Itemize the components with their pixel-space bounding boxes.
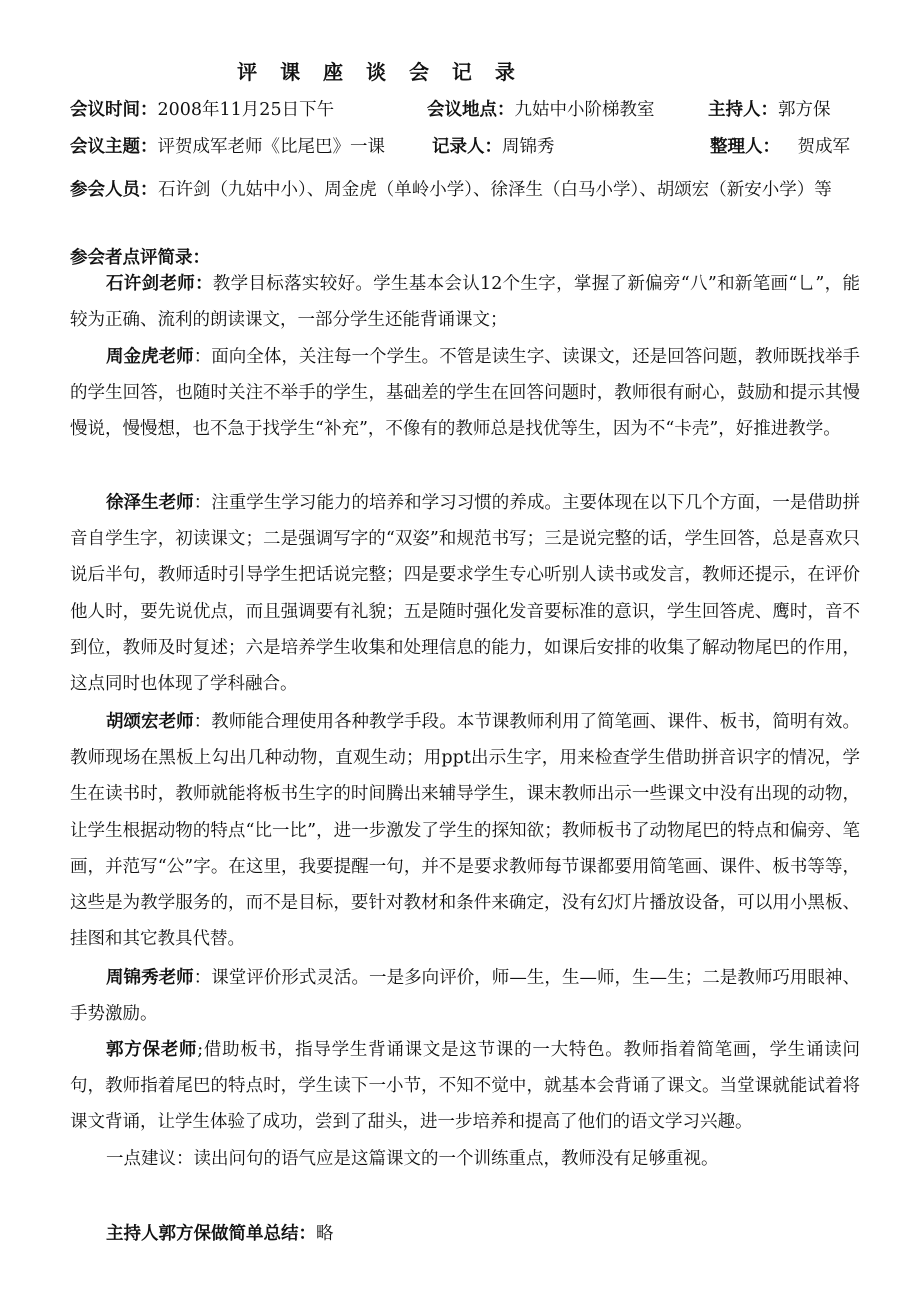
comment-speaker: 郭方保老师 [106, 1040, 198, 1060]
meta-line-2 [70, 133, 870, 163]
comment-separator: ： [193, 968, 212, 988]
suggestion-paragraph: 一点建议：读出问句的语气应是这篇课文的一个训练重点，教师没有足够重视。 [106, 1149, 719, 1169]
meeting-host-value: 郭方保 [778, 100, 831, 120]
comment-text: 教学目标落实较好。学生基本会认12个生字，掌握了新偏旁“八”和新笔画“乚”，能较为正确、流利的朗读课文，一部分学生还能背诵课文； [70, 274, 860, 331]
comment-separator: ： [193, 347, 212, 367]
comment-paragraph [70, 1032, 860, 1141]
meeting-recorder-label: 记录人： [432, 137, 502, 157]
comment-text: 面向全体，关注每一个学生。不管是读生字、读课文，还是回答问题，教师既找举手的学生回答，也随时关注不举手的学生，基础差的学生在回答问题时，教师很有耐心，鼓励和提示其慢慢说，慢慢想，也不急于找学生“补充”，不像有的教师总是找优等生，因为不“卡壳”，好推进教学。 [70, 347, 861, 440]
comment-paragraph [70, 960, 860, 1032]
comment-text: 教师能合理使用各种教学手段。本节课教师利用了简笔画、课件、板书，简明有效。教师现场在黑板上勾出几种动物，直观生动；用ppt出示生字，用来检查学生借助拼音识字的情况，学生在读书时，教师就能将板书生字的时间腾出来辅导学生，课末教师出示一些课文中没有出现的动物，让学生根据动物的特点“比一比”，进一步激发了学生的探知欲；教师板书了动物尾巴的特点和偏旁、笔画，并范写“公”字。在这里，我要提醒一句，并不是要求教师每节课都要用简笔画、课件、板书等等，这些是为教学服务的，而不是目标，要针对教材和条件来确定，没有幻灯片播放设备，可以用小黑板、挂图和其它教具代替。 [70, 712, 861, 950]
attendees [70, 172, 870, 208]
comment-separator: ： [193, 712, 212, 732]
meeting-host [708, 96, 831, 121]
comment-separator: ： [193, 493, 212, 513]
host-summary-value: 略 [316, 1224, 334, 1244]
meeting-topic-value: 评贺成军老师《比尾巴》一课 [157, 137, 385, 157]
comment-speaker: 周金虎老师 [106, 347, 194, 367]
document-title: 评 课 座 谈 会 记 录 [237, 60, 523, 84]
meeting-time-value: 2008年11月25日下午 [157, 100, 335, 120]
comment-speaker: 徐泽生老师 [106, 493, 194, 513]
meeting-host-label: 主持人： [708, 100, 778, 120]
attendees-value: 石许剑（九姑中小）、周金虎（单岭小学）、徐泽生（白马小学）、胡颂宏（新安小学）等 [158, 180, 832, 200]
meeting-place-label: 会议地点： [427, 100, 515, 120]
meeting-time-label: 会议时间： [70, 100, 158, 120]
host-summary [106, 1220, 334, 1245]
comment-separator: ： [195, 274, 213, 294]
section-heading: 参会者点评简录： [70, 248, 210, 268]
comment-text: 注重学生学习能力的培养和学习习惯的养成。主要体现在以下几个方面，一是借助拼音自学生字，初读课文；二是强调写字的“双姿”和规范书写；三是说完整的话，学生回答，总是喜欢只说后半句，教师适时引导学生把话说完整；四是要求学生专心听别人读书或发言，教师还提示，在评价他人时，要先说优点，而且强调要有礼貌；五是随时强化发音要标准的意识，学生回答虎、鹰时，音不到位，教师及时复述；六是培养学生收集和处理信息的能力，如课后安排的收集了解动物尾巴的作用，这点同时也体现了学科融合。 [70, 493, 861, 695]
attendees-label: 参会人员： [70, 180, 158, 200]
comment-text: 借助板书，指导学生背诵课文是这节课的一大特色。教师指着简笔画，学生诵读问句，教师指着尾巴的特点时，学生读下一小节，不知不觉中，就基本会背诵了课文。当堂课就能试着将课文背诵，让学生体验了成功，尝到了甜头，进一步培养和提高了他们的语文学习兴趣。 [70, 1040, 861, 1133]
meeting-time [70, 96, 334, 121]
meeting-recorder [432, 133, 555, 158]
meeting-topic-label: 会议主题： [70, 137, 158, 157]
comment-paragraph [70, 704, 860, 957]
meta-line-1 [70, 96, 870, 126]
meeting-topic [70, 133, 385, 158]
comment-separator: ; [197, 1040, 204, 1060]
comment-text: 课堂评价形式灵活。一是多向评价，师—生，生—师，生—生；二是教师巧用眼神、手势激励。 [70, 968, 861, 1025]
comment-speaker: 石许剑老师 [106, 274, 196, 294]
comment-speaker: 周锦秀老师 [106, 968, 194, 988]
meeting-recorder-value: 周锦秀 [502, 137, 555, 157]
meeting-place-value: 九姑中小阶梯教室 [514, 100, 655, 120]
comment-paragraph [70, 266, 860, 338]
host-summary-label: 主持人郭方保做简单总结： [106, 1224, 316, 1244]
meeting-editor [710, 133, 850, 158]
meeting-editor-value: 贺成军 [797, 137, 850, 157]
meeting-editor-label: 整理人： [710, 137, 780, 157]
comment-paragraph [70, 485, 860, 702]
meeting-place [427, 96, 655, 121]
comment-speaker: 胡颂宏老师 [106, 712, 194, 732]
comment-paragraph [70, 339, 860, 448]
